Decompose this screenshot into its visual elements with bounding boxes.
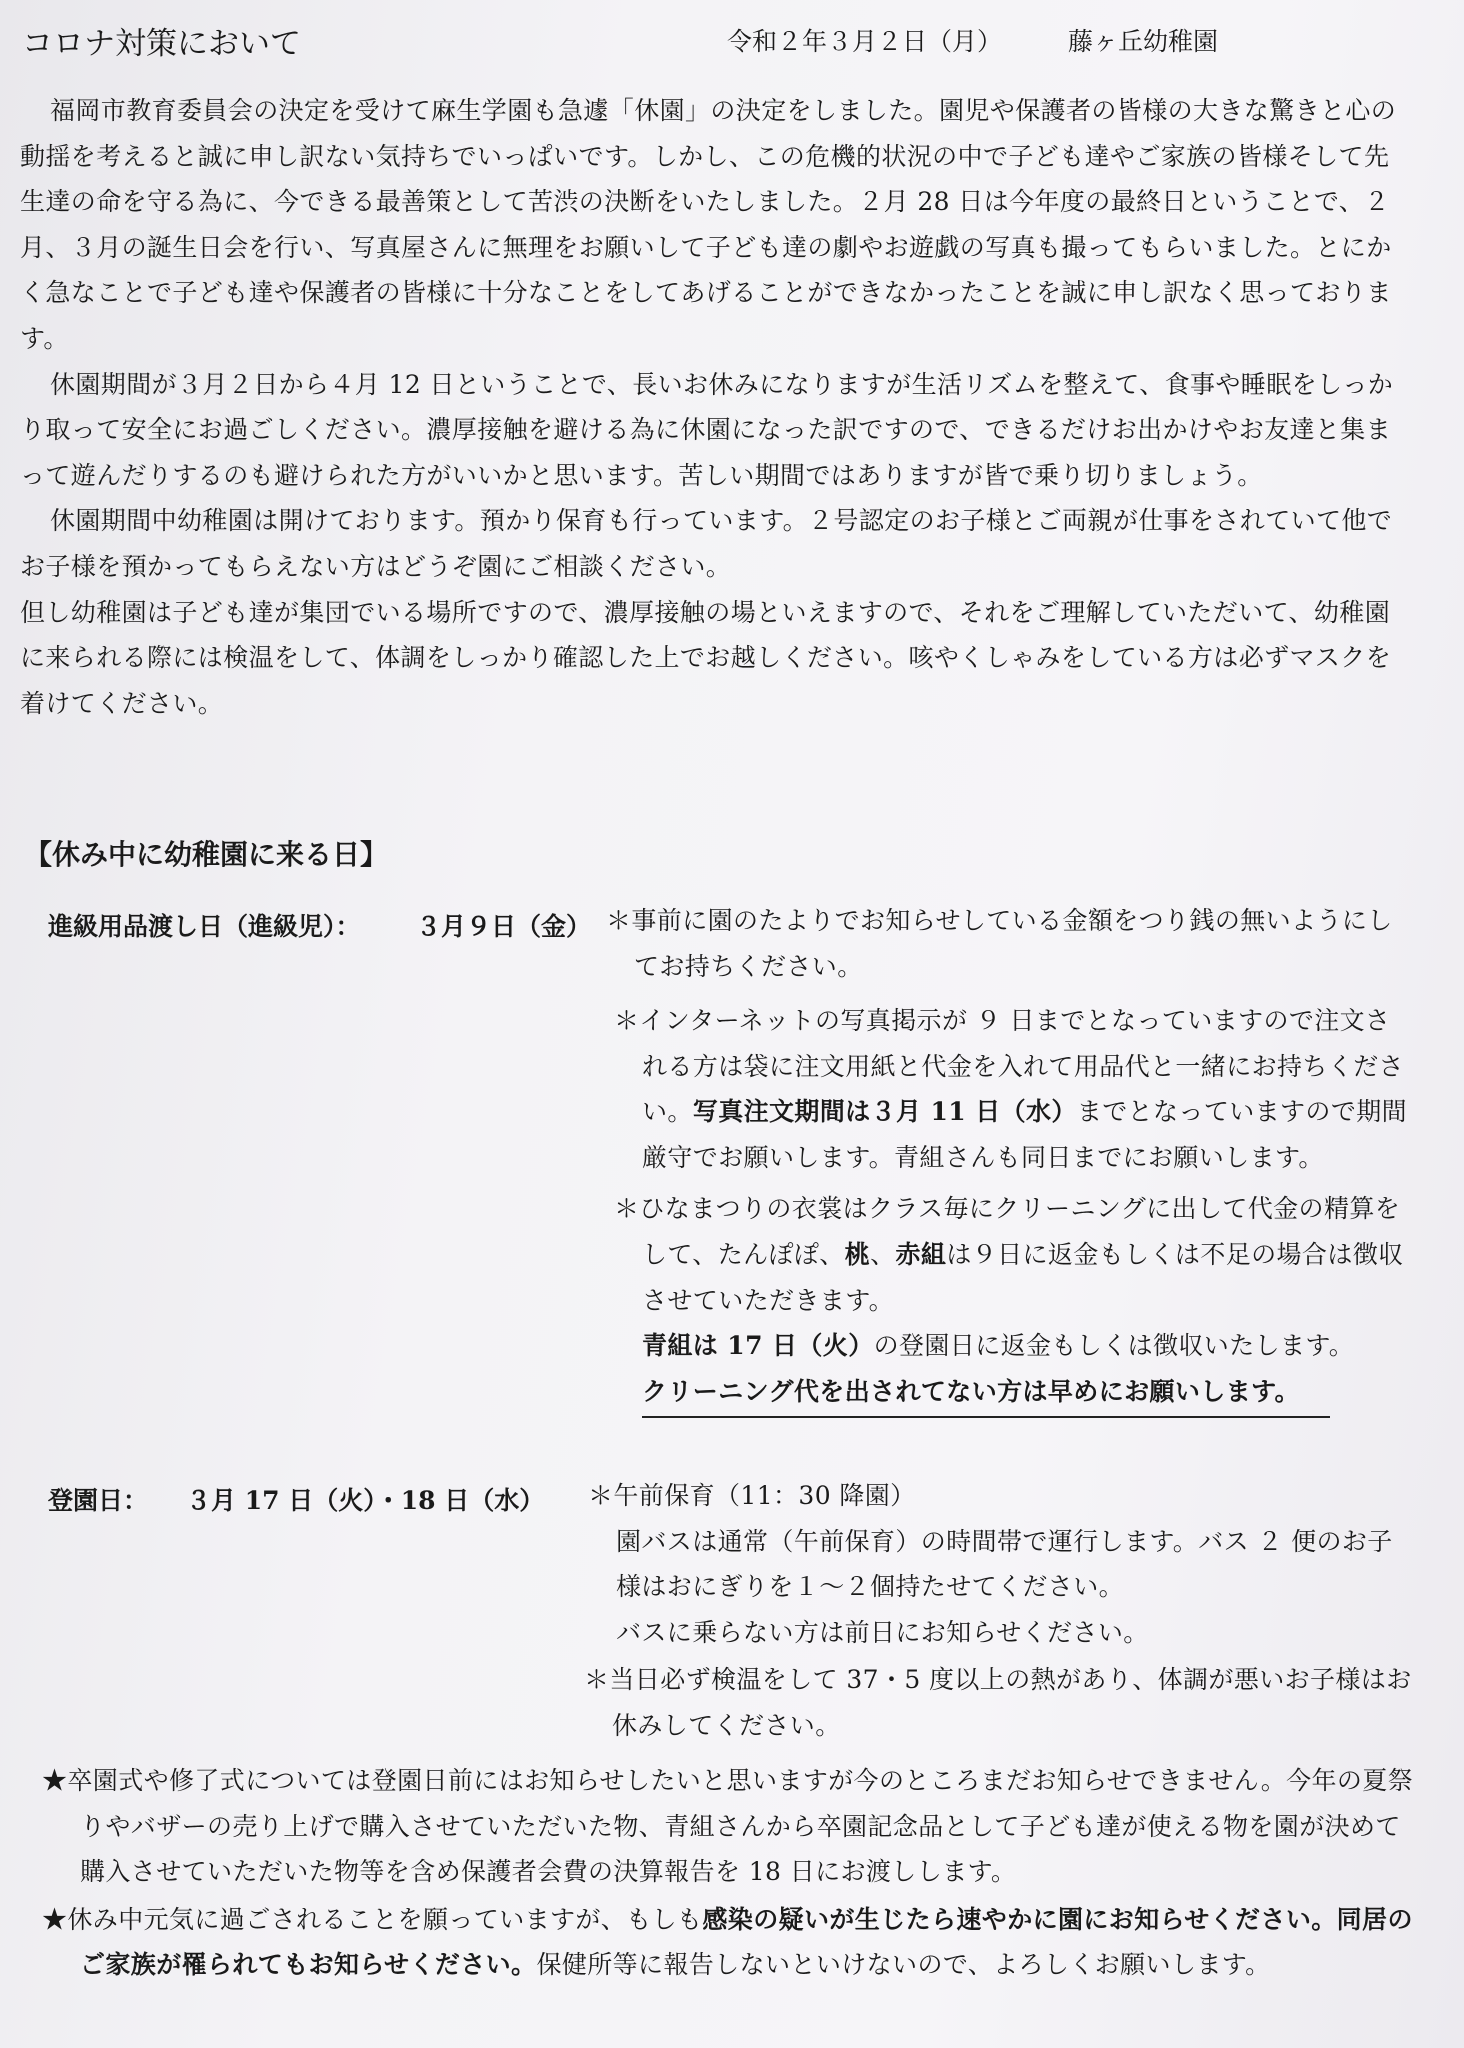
closing-note-2-a: ★休み中元気に過ごされることを願っていますが、もしも xyxy=(42,1904,703,1934)
item2-note-3: バスに乗らない方は前日にお知らせください。 xyxy=(616,1617,1149,1647)
closing-note-1: ★卒園式や修了式については登園日前にはお知らせしたいと思いますが今のところまだお知らせできません。今年の夏祭りやバザーの売り上げで購入させていただいた物、青組さんから卒園記念品として子ども達が使える物を園が決めて購入させていただいた物等を含め保護者会費の決算報告を 18 日にお渡しします。 xyxy=(42,1766,1414,1887)
item1-note-3 xyxy=(614,1186,1414,1323)
document-date: 令和２年３月２日（月） xyxy=(727,27,1003,56)
item2-note-2: 園バスは通常（午前保育）の時間帯で運行します。バス ２ 便のお子様はおにぎりを１〜２個持たせてください。 xyxy=(616,1526,1393,1602)
item1-label: 進級用品渡し日（進級児）： xyxy=(48,912,361,941)
item1-note-5-text: クリーニング代を出されてない方は早めにお願いします。 xyxy=(642,1369,1330,1419)
intro-paragraph-2: 休園期間が３月２日から４月 12 日ということで、長いお休みになりますが生活リズムを整えて、食事や睡眠をしっかり取って安全にお過ごしください。濃厚接触を避ける為に休園になった訳ですので、できるだけお出かけやお友達と集まって遊んだりするのも避けられた方がいいかと思います。苦しい期間ではありますが皆で乗り切りましょう。 xyxy=(20,369,1394,490)
closing-note-2 xyxy=(42,1897,1422,1988)
item1-note-3-a: ＊ひなまつりの衣裳はクラス毎にクリーニングに出して代金の精算をして、たんぽぽ、 xyxy=(614,1194,1401,1269)
intro-text xyxy=(20,88,1410,726)
closing-note-2-c: 保健所等に報告しないといけないので、よろしくお願いします。 xyxy=(536,1950,1271,1980)
item1-note-3-e: は９日に返金もしくは不足の場合は徴収させていただきます。 xyxy=(642,1239,1404,1315)
closing-note-2-b: 感染の疑いが生じたら速やかに園にお知らせください。同居のご家族が罹られてもお知らせください。 xyxy=(80,1904,1413,1980)
item1-note-4-b: の登園日に返金もしくは徴収いたします。 xyxy=(873,1331,1355,1361)
item2-date: ３月 17 日（火）・18 日（水） xyxy=(186,1486,545,1515)
item1-note-1 xyxy=(606,898,1418,989)
section-heading: 【休み中に幼稚園に来る日】 xyxy=(24,838,389,871)
document-title: コロナ対策において xyxy=(22,26,301,62)
item2-note-1: ＊午前保育（11：30 降園） xyxy=(588,1481,916,1510)
item1-note-2-b: 写真注文期間は３月 11 日（水） xyxy=(692,1097,1077,1127)
school-name: 藤ヶ丘幼稚園 xyxy=(1068,27,1219,56)
intro-paragraph-4: 但し幼稚園は子ども達が集団でいる場所ですので、濃厚接触の場といえますので、それをご理解していただいて、幼稚園に来られる際には検温をして、体調をしっかり確認した上でお越しください。咳やくしゃみをしている方は必ずマスクを着けてください。 xyxy=(20,597,1392,718)
item1-note-4-a: 青組は 17 日（火） xyxy=(642,1331,874,1361)
item1-date: ３月９日（金） xyxy=(416,912,592,941)
item1-note-1-text: ＊事前に園のたよりでお知らせしている金額をつり銭の無いようにしてお持ちください。 xyxy=(606,906,1393,981)
item1-notes xyxy=(614,998,1414,1418)
item1-note-5 xyxy=(614,1369,1414,1419)
item1-note-3-b: 桃 xyxy=(844,1239,871,1269)
item1-note-3-d: 赤組 xyxy=(895,1239,947,1269)
item1-note-2-c: までとなっていますので期間厳守でお願いします。青組さんも同日までにお願いします。 xyxy=(642,1097,1408,1172)
intro-paragraph-3: 休園期間中幼稚園は開けております。預かり保育も行っています。２号認定のお子様とご両親が仕事をされていて他でお子様を預かってもらえない方はどうぞ園にご相談ください。 xyxy=(20,506,1393,581)
closing-notes xyxy=(42,1758,1422,1988)
item1-note-3-c: 、 xyxy=(870,1239,896,1269)
item1-note-2-a: ＊インターネットの写真掲示が ９ 日までとなっていますので注文される方は袋に注文用紙と代金を入れて用品代と一緒にお持ちください。 xyxy=(614,1006,1405,1127)
item1-note-4 xyxy=(614,1323,1414,1369)
item1-note-2 xyxy=(614,998,1414,1180)
item2-note-4: ＊当日必ず検温をして 37・5 度以上の熱があり、体調が悪いお子様はお休みしてください。 xyxy=(584,1665,1412,1740)
item2-notes xyxy=(584,1473,1414,1749)
item2-label: 登園日： xyxy=(48,1486,149,1515)
intro-paragraph-1: 福岡市教育委員会の決定を受けて麻生学園も急遽「休園」の決定をしました。園児や保護者の皆様の大きな驚きと心の動揺を考えると誠に申し訳ない気持ちでいっぱいです。しかし、この危機的状況の中で子ども達やご家族の皆様そして先生達の命を守る為に、今できる最善策として苦渋の決断をいたしました。２月 28 日は今年度の最終日ということで、２月、３月の誕生日会を行い、写真屋さんに無理をお願いして子ども達の劇やお遊戯の写真も撮ってもらいました。とにかく急なことで子ども達や保護者の皆様に十分なことをしてあげることができなかったことを誠に申し訳なく思っております。 xyxy=(20,96,1397,353)
